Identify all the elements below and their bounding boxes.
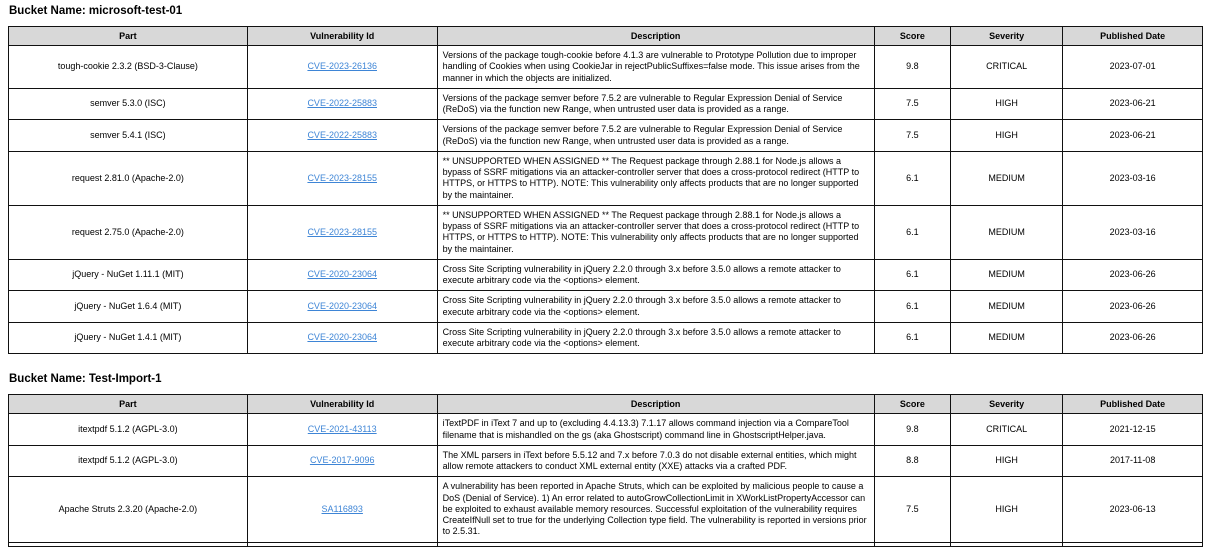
score-cell: 9.8	[874, 46, 950, 89]
table-row	[9, 414, 1203, 446]
score-cell: 6.1	[874, 205, 950, 259]
column-header: Part	[9, 27, 248, 46]
vulnerability-id-cell	[247, 414, 437, 446]
vulnerability-id-cell	[247, 477, 437, 542]
empty-cell	[247, 542, 437, 546]
table-row	[9, 322, 1203, 354]
part-cell: itextpdf 5.1.2 (AGPL-3.0)	[9, 445, 248, 477]
vulnerability-link[interactable]: CVE-2023-28155	[307, 172, 377, 183]
part-cell: jQuery - NuGet 1.4.1 (MIT)	[9, 322, 248, 354]
vulnerability-link[interactable]: CVE-2022-25883	[307, 129, 377, 140]
column-header: Score	[874, 395, 950, 414]
column-header: Vulnerability Id	[247, 27, 437, 46]
table-header-row	[9, 395, 1203, 414]
published-date-cell: 2023-06-26	[1063, 322, 1203, 354]
score-cell: 6.1	[874, 259, 950, 291]
published-date-cell: 2021-12-15	[1063, 414, 1203, 446]
table-row	[9, 205, 1203, 259]
vulnerability-id-cell	[247, 46, 437, 89]
vulnerability-link[interactable]: CVE-2020-23064	[307, 300, 377, 311]
score-cell: 7.5	[874, 88, 950, 120]
part-cell: semver 5.4.1 (ISC)	[9, 120, 248, 152]
vulnerability-id-cell	[247, 259, 437, 291]
published-date-cell: 2017-11-08	[1063, 445, 1203, 477]
vulnerability-id-cell	[247, 120, 437, 152]
description-cell: Cross Site Scripting vulnerability in jQuery 2.2.0 through 3.x before 3.5.0 allows a remote attacker to execute arbitrary code via the <options> element.	[437, 259, 874, 291]
description-cell: iTextPDF in iText 7 and up to (excluding 4.4.13.3) 7.1.17 allows command injection via a CompareTool filename that is mishandled on the gs (aka Ghostscript) command line in GhostscriptHelper.java.	[437, 414, 874, 446]
severity-cell: CRITICAL	[951, 46, 1063, 89]
vulnerability-table	[8, 26, 1203, 354]
column-header: Published Date	[1063, 395, 1203, 414]
vulnerability-link[interactable]: CVE-2021-43113	[307, 423, 377, 434]
partial-cutoff-row	[9, 542, 1203, 546]
vulnerability-link[interactable]: CVE-2023-28155	[307, 226, 377, 237]
vulnerability-link[interactable]: CVE-2017-9096	[309, 455, 375, 466]
description-cell: Cross Site Scripting vulnerability in jQuery 2.2.0 through 3.x before 3.5.0 allows a remote attacker to execute arbitrary code via the <options> element.	[437, 291, 874, 323]
score-cell: 6.1	[874, 322, 950, 354]
part-cell: request 2.75.0 (Apache-2.0)	[9, 205, 248, 259]
published-date-cell: 2023-03-16	[1063, 205, 1203, 259]
score-cell: 6.1	[874, 151, 950, 205]
published-date-cell: 2023-06-13	[1063, 477, 1203, 542]
severity-cell: HIGH	[951, 445, 1063, 477]
column-header: Vulnerability Id	[247, 395, 437, 414]
score-cell: 7.5	[874, 120, 950, 152]
published-date-cell: 2023-06-26	[1063, 259, 1203, 291]
published-date-cell: 2023-06-21	[1063, 88, 1203, 120]
severity-cell: HIGH	[951, 120, 1063, 152]
description-cell: Versions of the package tough-cookie before 4.1.3 are vulnerable to Prototype Pollution due to improper handling of Cookies when using CookieJar in rejectPublicSuffixes=false mode. This issue arises from the manner in which the objects are initialized.	[437, 46, 874, 89]
table-row	[9, 445, 1203, 477]
score-cell: 6.1	[874, 291, 950, 323]
published-date-cell: 2023-07-01	[1063, 46, 1203, 89]
column-header: Description	[437, 27, 874, 46]
severity-cell: MEDIUM	[951, 291, 1063, 323]
table-row	[9, 477, 1203, 542]
vulnerability-link[interactable]: CVE-2020-23064	[307, 332, 377, 343]
description-cell: The XML parsers in iText before 5.5.12 and 7.x before 7.0.3 do not disable external entities, which might allow remote attackers to conduct XML external entity (XXE) attacks via a crafted PDF.	[437, 445, 874, 477]
part-cell: tough-cookie 2.3.2 (BSD-3-Clause)	[9, 46, 248, 89]
part-cell: itextpdf 5.1.2 (AGPL-3.0)	[9, 414, 248, 446]
table-row	[9, 46, 1203, 89]
bucket-section	[8, 373, 1203, 546]
description-cell: ** UNSUPPORTED WHEN ASSIGNED ** The Request package through 2.88.1 for Node.js allows a bypass of SSRF mitigations via an attacker-controller server that does a cross-protocol redirect (HTTP to HTTPS, or HTTPS to HTTP). NOTE: This vulnerability only affects products that are no longer supported by the maintainer.	[437, 205, 874, 259]
bucket-title: Bucket Name: Test-Import-1	[9, 373, 162, 386]
part-cell: jQuery - NuGet 1.11.1 (MIT)	[9, 259, 248, 291]
column-header: Published Date	[1063, 27, 1203, 46]
table-row	[9, 291, 1203, 323]
vulnerability-link[interactable]: CVE-2020-23064	[307, 269, 377, 280]
published-date-cell: 2023-06-21	[1063, 120, 1203, 152]
severity-cell: HIGH	[951, 88, 1063, 120]
vulnerability-id-cell	[247, 445, 437, 477]
column-header: Description	[437, 395, 874, 414]
bucket-title: Bucket Name: microsoft-test-01	[9, 5, 183, 17]
vulnerability-id-cell	[247, 205, 437, 259]
vulnerability-link[interactable]: CVE-2023-26136	[307, 61, 377, 72]
column-header: Part	[9, 395, 248, 414]
severity-cell: CRITICAL	[951, 414, 1063, 446]
severity-cell: MEDIUM	[951, 322, 1063, 354]
empty-cell	[9, 542, 248, 546]
vulnerability-id-cell	[247, 291, 437, 323]
vulnerability-id-cell	[247, 322, 437, 354]
description-cell: ** UNSUPPORTED WHEN ASSIGNED ** The Request package through 2.88.1 for Node.js allows a bypass of SSRF mitigations via an attacker-controller server that does a cross-protocol redirect (HTTP to HTTPS, or HTTPS to HTTP). NOTE: This vulnerability only affects products that are no longer supported by the maintainer.	[437, 151, 874, 205]
part-cell: Apache Struts 2.3.20 (Apache-2.0)	[9, 477, 248, 542]
table-row	[9, 120, 1203, 152]
description-cell: Versions of the package semver before 7.5.2 are vulnerable to Regular Expression Denial of Service (ReDoS) via the function new Range, when untrusted user data is provided as a range.	[437, 88, 874, 120]
bucket-section	[8, 5, 1203, 354]
empty-cell	[874, 542, 950, 546]
vulnerability-id-cell	[247, 151, 437, 205]
empty-cell	[1063, 542, 1203, 546]
table-header-row	[9, 27, 1203, 46]
published-date-cell: 2023-03-16	[1063, 151, 1203, 205]
vulnerability-table	[8, 394, 1203, 546]
severity-cell: HIGH	[951, 477, 1063, 542]
part-cell: request 2.81.0 (Apache-2.0)	[9, 151, 248, 205]
vulnerability-link[interactable]: SA116893	[321, 503, 363, 514]
severity-cell: MEDIUM	[951, 151, 1063, 205]
empty-cell	[951, 542, 1063, 546]
vulnerability-id-cell	[247, 88, 437, 120]
column-header: Severity	[951, 395, 1063, 414]
score-cell: 9.8	[874, 414, 950, 446]
part-cell: semver 5.3.0 (ISC)	[9, 88, 248, 120]
empty-cell	[437, 542, 874, 546]
table-row	[9, 259, 1203, 291]
part-cell: jQuery - NuGet 1.6.4 (MIT)	[9, 291, 248, 323]
table-row	[9, 151, 1203, 205]
table-row	[9, 88, 1203, 120]
severity-cell: MEDIUM	[951, 259, 1063, 291]
severity-cell: MEDIUM	[951, 205, 1063, 259]
vulnerability-link[interactable]: CVE-2022-25883	[307, 98, 377, 109]
score-cell: 7.5	[874, 477, 950, 542]
description-cell: A vulnerability has been reported in Apache Struts, which can be exploited by malicious people to cause a DoS (Denial of Service). 1) An error related to autoGrowCollectionLimit in XWorkListPropertyAccessor can be exploited to exhaust available memory resources. Successful exploitation of the vulnerability requires CreateIfNull set to true for the underlying Collection type field. The vulnerability is reported in versions prior to 2.5.31.	[437, 477, 874, 542]
column-header: Score	[874, 27, 950, 46]
column-header: Severity	[951, 27, 1063, 46]
description-cell: Versions of the package semver before 7.5.2 are vulnerable to Regular Expression Denial of Service (ReDoS) via the function new Range, when untrusted user data is provided as a range.	[437, 120, 874, 152]
description-cell: Cross Site Scripting vulnerability in jQuery 2.2.0 through 3.x before 3.5.0 allows a remote attacker to execute arbitrary code via the <options> element.	[437, 322, 874, 354]
published-date-cell: 2023-06-26	[1063, 291, 1203, 323]
score-cell: 8.8	[874, 445, 950, 477]
